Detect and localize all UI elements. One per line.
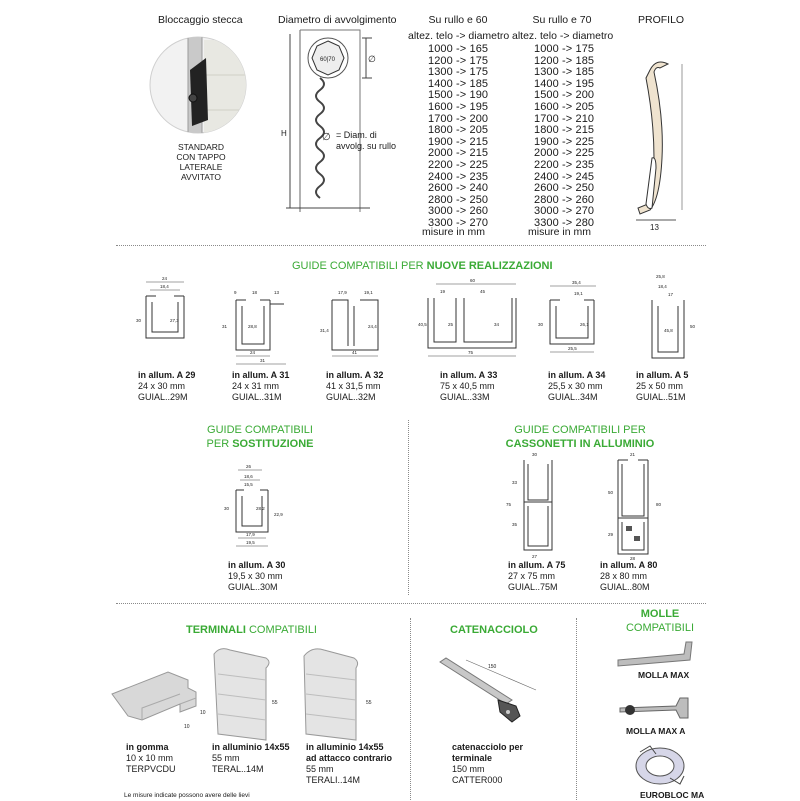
rullo60-row: 1600 -> 195 bbox=[428, 100, 489, 113]
rullo60-subtitle: altez. telo -> diametro bbox=[408, 30, 510, 43]
rullo70-row: 2800 -> 260 bbox=[534, 193, 595, 206]
diametro-diagram bbox=[280, 28, 390, 218]
svg-text:35: 35 bbox=[512, 522, 518, 527]
terminale-gomma-caption: in gomma 10 x 10 mm TERPVCDU bbox=[126, 742, 176, 774]
rullo60-block bbox=[408, 14, 508, 43]
guide-a29-drawing bbox=[136, 276, 190, 358]
h-label: H bbox=[281, 129, 287, 138]
guide-a34-caption: in allum. A 34 25,5 x 30 mm GUIAL..34M bbox=[548, 370, 606, 402]
rullo60-row: 2000 -> 215 bbox=[428, 147, 489, 160]
rullo70-row: 1400 -> 195 bbox=[534, 77, 595, 90]
terminale-gomma-drawing bbox=[108, 666, 208, 736]
profilo-title: PROFILO bbox=[638, 14, 685, 26]
separator-bottom-2 bbox=[576, 618, 577, 800]
footer-note: Le misure indicate possono avere delle lievi bbox=[124, 792, 250, 799]
svg-text:150: 150 bbox=[488, 664, 497, 670]
rullo60-row: 3000 -> 260 bbox=[428, 205, 489, 218]
rullo60-row: 1200 -> 175 bbox=[428, 54, 489, 67]
svg-text:27: 27 bbox=[532, 554, 538, 559]
guide-a32-drawing bbox=[318, 290, 388, 370]
terminale-contrario-drawing bbox=[298, 644, 376, 744]
svg-text:26: 26 bbox=[246, 464, 252, 469]
rullo60-row: 3300 -> 270 bbox=[428, 216, 489, 229]
guide-a34-drawing bbox=[538, 280, 603, 365]
rullo70-row: 2400 -> 245 bbox=[534, 170, 595, 183]
catenacciolo-heading: CATENACCIOLO bbox=[450, 624, 538, 636]
rullo60-row: 1400 -> 185 bbox=[428, 77, 489, 90]
rullo60-row: 1500 -> 190 bbox=[428, 89, 489, 102]
eurobloc-label: EUROBLOC MA bbox=[640, 790, 705, 800]
molla-max-drawing bbox=[616, 638, 700, 674]
catenacciolo-drawing bbox=[436, 650, 546, 730]
svg-text:21: 21 bbox=[630, 452, 636, 457]
nuove-heading: GUIDE COMPATIBILI PER NUOVE REALIZZAZIONI bbox=[292, 260, 553, 272]
guide-a29-caption: in allum. A 29 24 x 30 mm GUIAL..29M bbox=[138, 370, 196, 402]
sostituzione-heading: GUIDE COMPATIBILI PER SOSTITUZIONE bbox=[206, 424, 314, 450]
svg-text:30: 30 bbox=[224, 506, 230, 511]
svg-text:55: 55 bbox=[366, 700, 372, 706]
svg-text:17: 17 bbox=[668, 292, 674, 297]
diametro-title: Diametro di avvolgimento bbox=[278, 14, 397, 26]
terminale-14x55-drawing bbox=[210, 644, 280, 744]
svg-text:30: 30 bbox=[136, 318, 142, 323]
rullo70-title: Su rullo e 70 bbox=[532, 14, 592, 26]
guide-a30-drawing bbox=[222, 466, 292, 556]
svg-text:50: 50 bbox=[608, 490, 614, 495]
rullo70-row: 1700 -> 210 bbox=[534, 112, 595, 125]
svg-text:31,4: 31,4 bbox=[320, 328, 329, 333]
rullo70-row: 3000 -> 270 bbox=[534, 205, 595, 218]
separator-bottom-1 bbox=[410, 618, 411, 800]
guide-a32-caption: in allum. A 32 41 x 31,5 mm GUIAL..32M bbox=[326, 370, 384, 402]
svg-text:18,4: 18,4 bbox=[658, 284, 667, 289]
svg-text:19,1: 19,1 bbox=[574, 291, 583, 296]
eurobloc-drawing bbox=[630, 744, 690, 786]
molle-heading: MOLLE COMPATIBILI bbox=[625, 608, 695, 634]
guide-a80-drawing bbox=[600, 450, 670, 560]
svg-text:40,5: 40,5 bbox=[418, 322, 427, 327]
rullo60-row: 1800 -> 205 bbox=[428, 124, 489, 137]
rullo70-row: 1300 -> 185 bbox=[534, 66, 595, 79]
svg-text:30: 30 bbox=[532, 452, 538, 457]
catenacciolo-caption: catenacciolo per terminale 150 mm CATTER000 bbox=[452, 742, 524, 785]
svg-text:45,8: 45,8 bbox=[664, 328, 673, 333]
svg-text:∅: ∅ bbox=[368, 54, 376, 64]
terminale-14x55-caption: in alluminio 14x55 55 mm TERAL..14M bbox=[212, 742, 290, 774]
svg-text:28,8: 28,8 bbox=[248, 324, 257, 329]
rullo60-title: Su rullo e 60 bbox=[428, 14, 488, 26]
rullo70-row: 1800 -> 215 bbox=[534, 124, 595, 137]
svg-text:10: 10 bbox=[200, 710, 206, 716]
separator-bottom bbox=[116, 603, 706, 604]
svg-text:55: 55 bbox=[272, 700, 278, 706]
terminale-contrario-caption: in alluminio 14x55 ad attacco contrario 55 mm TERALI..14M bbox=[306, 742, 393, 785]
phi-note: = Diam. di avvolg. su rullo bbox=[336, 130, 397, 152]
rullo70-row: 2200 -> 235 bbox=[534, 158, 595, 171]
rullo60-row: 2400 -> 235 bbox=[428, 170, 489, 183]
separator-top bbox=[116, 245, 706, 246]
svg-text:30: 30 bbox=[538, 322, 544, 327]
rullo-diam-label: 60|70 bbox=[320, 57, 335, 63]
rullo70-unit: misure in mm bbox=[528, 226, 592, 238]
rullo70-block bbox=[512, 14, 612, 43]
cassonetti-heading: GUIDE COMPATIBILI PER CASSONETTI IN ALLUMINIO bbox=[505, 424, 655, 450]
svg-text:26,1: 26,1 bbox=[580, 322, 589, 327]
svg-text:45: 45 bbox=[480, 289, 486, 294]
svg-text:24: 24 bbox=[250, 350, 256, 355]
guide-a31-caption: in allum. A 31 24 x 31 mm GUIAL..31M bbox=[232, 370, 290, 402]
molla-max-a-label: MOLLA MAX A bbox=[626, 726, 686, 736]
svg-text:24,4: 24,4 bbox=[368, 324, 377, 329]
svg-text:10: 10 bbox=[184, 724, 190, 730]
rullo60-row: 1300 -> 175 bbox=[428, 66, 489, 79]
rullo60-row: 2600 -> 240 bbox=[428, 182, 489, 195]
svg-text:34: 34 bbox=[494, 322, 500, 327]
svg-text:∅: ∅ bbox=[322, 132, 331, 143]
svg-text:31: 31 bbox=[222, 324, 228, 329]
svg-text:29: 29 bbox=[608, 532, 614, 537]
guide-a33-caption: in allum. A 33 75 x 40,5 mm GUIAL..33M bbox=[440, 370, 498, 402]
svg-text:80: 80 bbox=[656, 502, 662, 507]
rullo60-list bbox=[428, 44, 488, 230]
separator-mid bbox=[408, 420, 409, 595]
svg-text:75: 75 bbox=[468, 350, 474, 355]
bloccaggio-title: Bloccaggio stecca bbox=[158, 14, 243, 26]
svg-text:50: 50 bbox=[690, 324, 696, 329]
rullo70-row: 3300 -> 280 bbox=[534, 216, 595, 229]
guide-a33-drawing bbox=[416, 278, 521, 368]
molla-max-a-drawing bbox=[616, 692, 700, 726]
svg-text:24: 24 bbox=[162, 276, 168, 281]
svg-text:19,5: 19,5 bbox=[246, 540, 255, 545]
svg-text:75: 75 bbox=[506, 502, 512, 507]
svg-text:9: 9 bbox=[234, 290, 237, 295]
svg-text:60: 60 bbox=[470, 278, 476, 283]
svg-text:18: 18 bbox=[252, 290, 258, 295]
svg-text:25: 25 bbox=[448, 322, 454, 327]
profilo-dim: 13 bbox=[650, 223, 659, 232]
rullo60-row: 1900 -> 215 bbox=[428, 135, 489, 148]
rullo70-row: 1000 -> 175 bbox=[534, 43, 595, 55]
svg-text:22,9: 22,9 bbox=[274, 512, 283, 517]
svg-text:17,9: 17,9 bbox=[338, 290, 347, 295]
rullo70-row: 2000 -> 225 bbox=[534, 147, 595, 160]
svg-text:33: 33 bbox=[512, 480, 518, 485]
svg-text:18,6: 18,6 bbox=[244, 474, 253, 479]
rullo60-row: 2800 -> 250 bbox=[428, 193, 489, 206]
guide-a51-drawing bbox=[648, 272, 700, 372]
guide-a30-caption: in allum. A 30 19,5 x 30 mm GUIAL..30M bbox=[228, 560, 286, 592]
guide-a51-caption: in allum. A 5 25 x 50 mm GUIAL..51M bbox=[636, 370, 689, 402]
rullo70-list bbox=[534, 44, 594, 230]
svg-text:19,1: 19,1 bbox=[364, 290, 373, 295]
rullo60-unit: misure in mm bbox=[422, 226, 486, 238]
rullo60-row: 1000 -> 165 bbox=[428, 43, 489, 55]
bloccaggio-caption: STANDARD CON TAPPO LATERALE AVVITATO bbox=[176, 142, 226, 182]
guide-a31-drawing bbox=[222, 290, 292, 370]
rullo70-row: 1600 -> 205 bbox=[534, 100, 595, 113]
guide-a80-caption: in allum. A 80 28 x 80 mm GUIAL..80M bbox=[600, 560, 658, 592]
guide-a75-drawing bbox=[504, 450, 574, 560]
svg-text:17,9: 17,9 bbox=[246, 532, 255, 537]
svg-text:41: 41 bbox=[352, 350, 358, 355]
svg-text:27,3: 27,3 bbox=[170, 318, 179, 323]
svg-text:18,4: 18,4 bbox=[160, 284, 169, 289]
bloccaggio-illustration bbox=[148, 30, 248, 140]
rullo70-row: 1200 -> 185 bbox=[534, 54, 595, 67]
svg-text:28,2: 28,2 bbox=[256, 506, 265, 511]
terminali-heading: TERMINALI COMPATIBILI bbox=[186, 624, 317, 636]
svg-text:13: 13 bbox=[274, 290, 280, 295]
rullo70-row: 1500 -> 200 bbox=[534, 89, 595, 102]
svg-text:35,4: 35,4 bbox=[572, 280, 581, 285]
svg-text:25,5: 25,5 bbox=[568, 346, 577, 351]
rullo70-row: 2600 -> 250 bbox=[534, 182, 595, 195]
svg-text:31: 31 bbox=[260, 358, 266, 363]
rullo70-row: 1900 -> 225 bbox=[534, 135, 595, 148]
rullo70-subtitle: altez. telo -> diametro bbox=[512, 30, 614, 43]
profilo-diagram bbox=[628, 58, 688, 233]
rullo60-row: 2200 -> 225 bbox=[428, 158, 489, 171]
molla-max-label: MOLLA MAX bbox=[638, 670, 690, 680]
svg-text:15,5: 15,5 bbox=[244, 482, 253, 487]
svg-text:25,8: 25,8 bbox=[656, 274, 665, 279]
svg-text:28: 28 bbox=[630, 556, 636, 561]
rullo60-row: 1700 -> 200 bbox=[428, 112, 489, 125]
guide-a75-caption: in allum. A 75 27 x 75 mm GUIAL..75M bbox=[508, 560, 566, 592]
svg-text:19: 19 bbox=[440, 289, 446, 294]
